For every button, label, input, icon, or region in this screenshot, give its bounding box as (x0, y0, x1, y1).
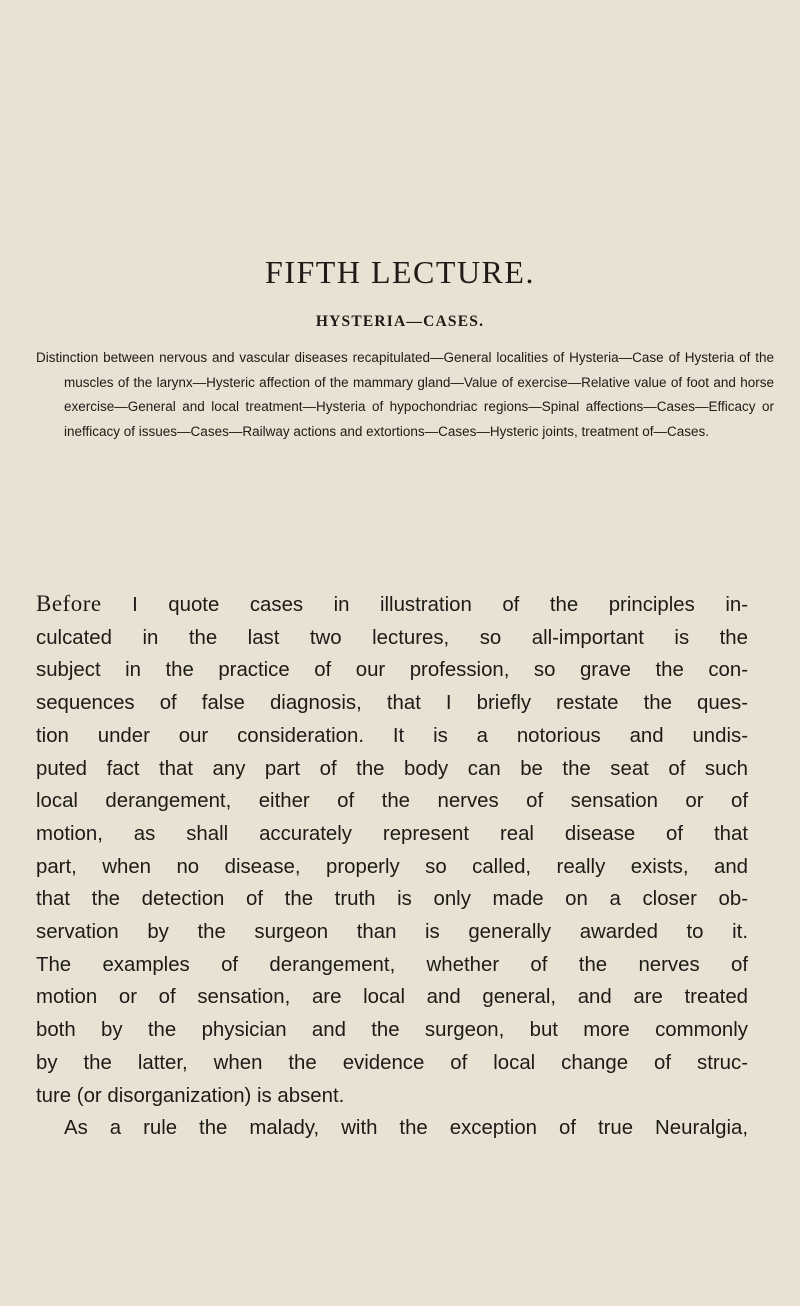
paragraph-1-line: culcated in the last two lectures, so all-important is the (36, 626, 748, 649)
lecture-subtitle: HYSTERIA—CASES. (315, 313, 485, 330)
paragraph-1-line: motion, as shall accurately represent real disease of that (36, 822, 748, 845)
paragraph-1 (36, 588, 748, 1112)
paragraph-1-line: The examples of derangement, whether of the nerves of (36, 953, 748, 976)
paragraph-1-line: sequences of false diagnosis, that I briefly restate the ques- (36, 692, 748, 715)
paragraph-1-line: ture (or disorganization) is absent. (36, 1084, 345, 1107)
first-word: Before (36, 591, 102, 616)
paragraph-1-line: part, when no disease, properly so called, really exists, and (36, 855, 748, 878)
lecture-title: FIFTH LECTURE. (265, 254, 535, 290)
paragraph-1-line: puted fact that any part of the body can be the seat of such (36, 757, 748, 780)
paragraph-1-line: servation by the surgeon than is generally awarded to it. (36, 921, 748, 944)
paragraph-1-line: by the latter, when the evidence of local change of struc- (36, 1051, 748, 1074)
paragraph-1-line: motion or of sensation, are local and general, and are treated (36, 986, 748, 1009)
paragraph-1-line: subject in the practice of our profession, so grave the con- (36, 659, 748, 682)
paragraph-1-line: that the detection of the truth is only made on a closer ob- (36, 888, 748, 911)
paragraph-1-line: both by the physician and the surgeon, but more commonly (36, 1019, 748, 1042)
chapter-summary: Distinction between nervous and vascular diseases recapitulated—General localities of Hysteria—Case of Hysteria of the muscles of the larynx—Hysteric affection of the mammary gland—Value of exercise—Relative value of foot and horse exercise—General and local treatment—Hysteria of hypochondriac regions—Spinal affections—Cases—Efficacy or inefficacy of issues—Cases—Railway actions and extortions—Cases—Hysteric joints, treatment of—Cases. (36, 350, 774, 439)
paragraph-1-line: local derangement, either of the nerves of sensation or of (36, 790, 748, 813)
body-text (36, 588, 748, 1145)
paragraph-2: As a rule the malady, with the exception of true Neuralgia, (64, 1117, 748, 1140)
paragraph-1-line: Before I quote cases in illustration of the principles in- (36, 591, 749, 616)
paragraph-1-line: tion under our consideration. It is a notorious and undis- (36, 724, 748, 747)
